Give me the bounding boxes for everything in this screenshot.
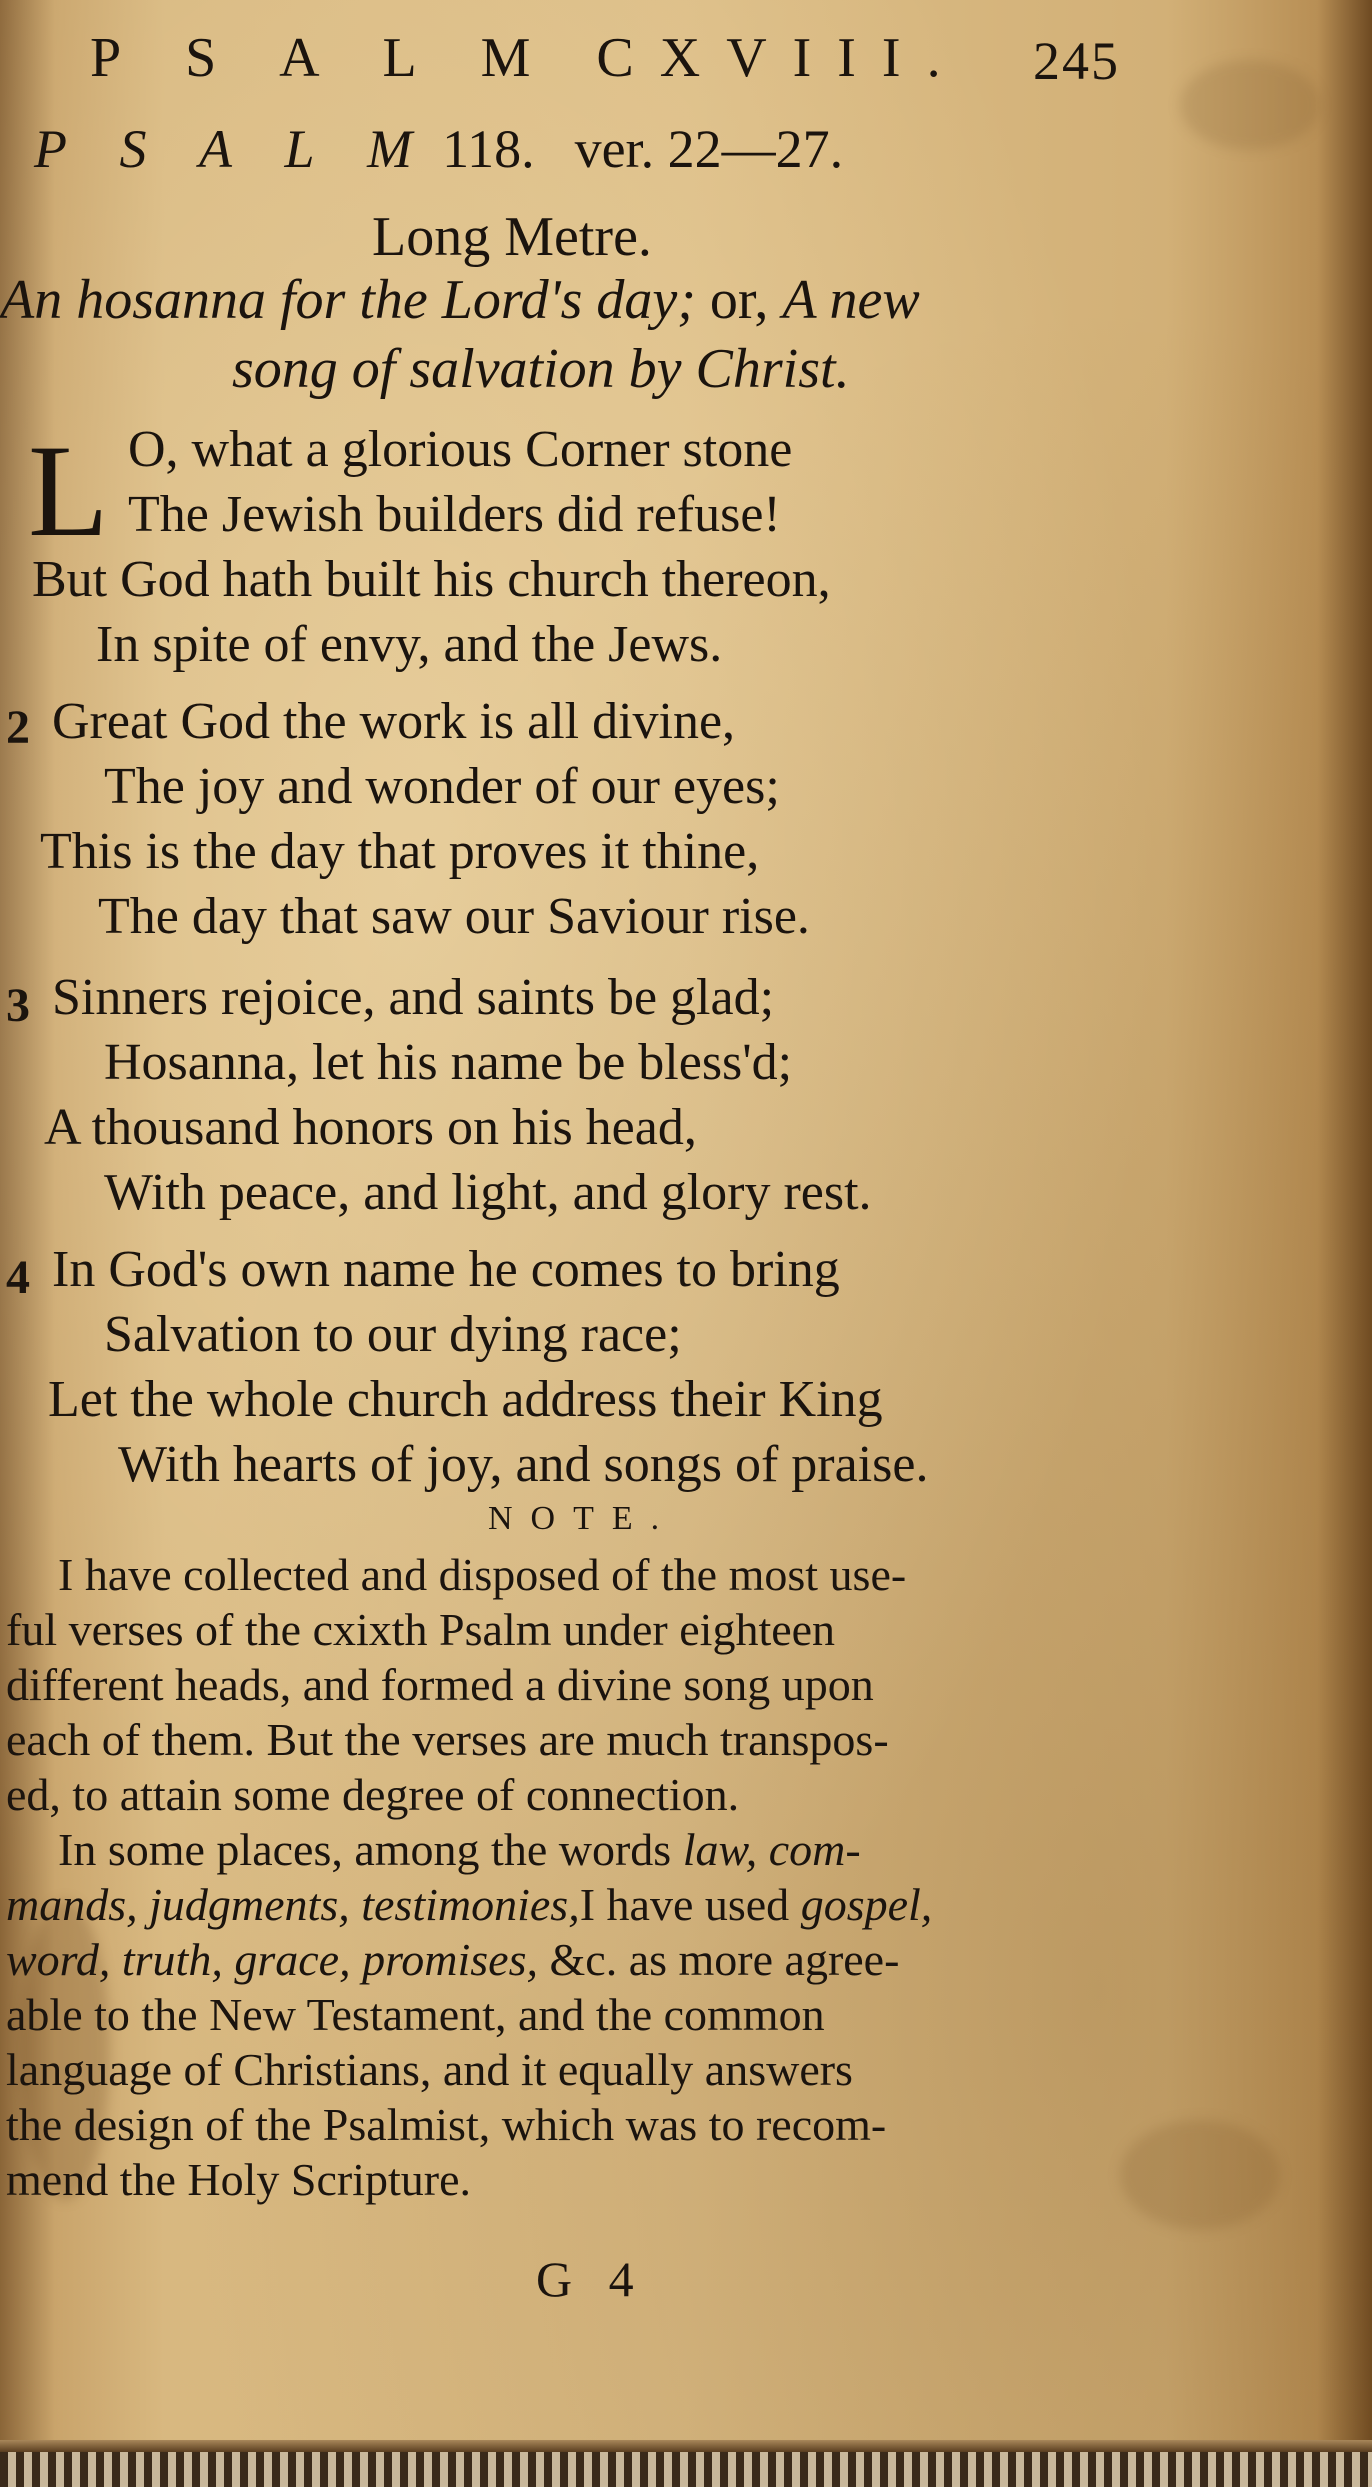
note-line xyxy=(58,1823,861,1876)
note-italic: word, truth, grace, promises, xyxy=(6,1934,538,1985)
note-text: &c. as more agree- xyxy=(538,1934,900,1985)
stanza-number: 4 xyxy=(6,1251,30,1304)
drop-cap: L xyxy=(28,417,109,564)
paper-stain xyxy=(1120,2120,1280,2230)
verse-line: Let the whole church address their King xyxy=(48,1371,883,1428)
note-label: NOTE. xyxy=(488,1500,678,1537)
metre-label: Long Metre. xyxy=(372,206,652,268)
note-line: the design of the Psalmist, which was to recom- xyxy=(6,2099,887,2150)
verse-line: Salvation to our dying race; xyxy=(104,1306,682,1363)
verse-line: In God's own name he comes to bring xyxy=(52,1241,840,1298)
running-head-title: P S A L M CXVIII. xyxy=(90,27,967,89)
note-line: able to the New Testament, and the common xyxy=(6,1989,825,2040)
stanza-number: 3 xyxy=(6,979,30,1032)
verse-line: The day that saw our Saviour rise. xyxy=(98,888,810,945)
scan-ruler-strip xyxy=(0,2452,1372,2487)
note-italic: law, com- xyxy=(682,1824,861,1875)
psalm-heading xyxy=(34,118,843,180)
page-edge-shadow xyxy=(0,2440,1372,2452)
verse-line: In spite of envy, and the Jews. xyxy=(96,616,723,673)
stanza-number: 2 xyxy=(6,701,30,754)
verse-line: With peace, and light, and glory rest. xyxy=(104,1164,872,1221)
note-line: I have collected and disposed of the most use- xyxy=(58,1549,907,1600)
note-text: I have used xyxy=(579,1879,801,1930)
subtitle-italic: An hosanna for the Lord's day; xyxy=(0,269,696,331)
note-line: ed, to attain some degree of connection. xyxy=(6,1769,740,1820)
verse-range: ver. 22—27. xyxy=(574,119,844,179)
subtitle-or: or, xyxy=(695,269,783,331)
running-head xyxy=(90,26,1120,96)
verse-line: But God hath built his church thereon, xyxy=(32,551,831,608)
note-italic: gospel, xyxy=(800,1879,933,1930)
subtitle-line-2: song of salvation by Christ. xyxy=(232,338,850,400)
page-number: 245 xyxy=(1033,31,1120,91)
verse-line: Sinners rejoice, and saints be glad; xyxy=(52,969,775,1026)
note-line xyxy=(6,1878,932,1931)
note-line xyxy=(6,1933,899,1986)
paper-stain xyxy=(1180,60,1320,150)
verse-line: The joy and wonder of our eyes; xyxy=(104,758,780,815)
verse-line: A thousand honors on his head, xyxy=(44,1099,697,1156)
verse-line: O, what a glorious Corner stone xyxy=(128,421,793,478)
psalm-number: 118. xyxy=(442,119,535,179)
verse-line: This is the day that proves it thine, xyxy=(40,823,760,880)
signature-mark: G 4 xyxy=(536,2251,646,2307)
verse-line: Hosanna, let his name be bless'd; xyxy=(104,1034,793,1091)
verse-line: Great God the work is all divine, xyxy=(52,693,736,750)
note-line: different heads, and formed a divine song upon xyxy=(6,1659,874,1710)
note-line: mend the Holy Scripture. xyxy=(6,2154,472,2205)
note-line: each of them. But the verses are much transpos- xyxy=(6,1714,889,1765)
note-line: language of Christians, and it equally answers xyxy=(6,2044,853,2095)
psalm-word: P S A L M xyxy=(34,119,433,179)
note-line: ful verses of the cxixth Psalm under eighteen xyxy=(6,1604,836,1655)
note-text: In some places, among the words xyxy=(58,1824,683,1875)
note-italic: mands, judgments, testimonies, xyxy=(6,1879,580,1930)
subtitle-end: A new xyxy=(782,269,920,331)
subtitle-line-1 xyxy=(0,268,920,332)
verse-line: With hearts of joy, and songs of praise. xyxy=(118,1436,929,1493)
verse-line: The Jewish builders did refuse! xyxy=(128,486,781,543)
